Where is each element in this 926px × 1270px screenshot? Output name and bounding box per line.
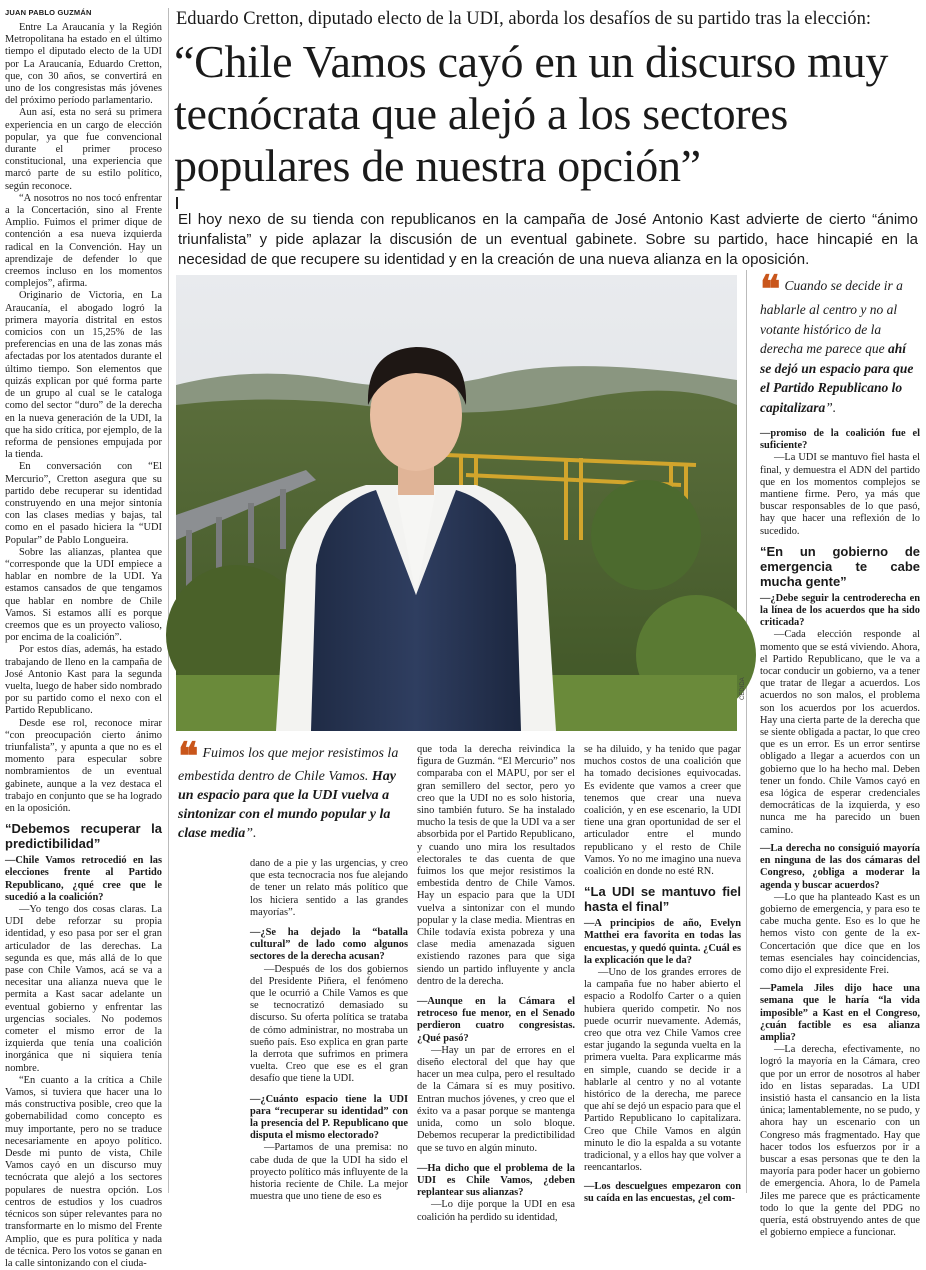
answer: — Lo que ha planteado Kast es un gobierno de emergencia, y para eso te cabe mucha gente. Eso es lo que he hemos visto con gente de la ex-Concertación que dice que en los temas esenciales hay coincidencias, como dijo el expresidente Frei. xyxy=(760,892,920,977)
answer: — Lo dije porque la UDI en esa coalición ha perdido su identidad, xyxy=(417,1199,575,1223)
question: — Ha dicho que el problema de la UDI es Chile Vamos, ¿deben replantear sus alianzas? xyxy=(417,1163,575,1200)
question: — Los descuelgues empezaron con su caída en las encuestas, ¿el com- xyxy=(584,1181,741,1205)
kicker: Eduardo Cretton, diputado electo de la UDI, aborda los desafíos de su partido tras la elección: xyxy=(176,9,872,29)
question: — Chile Vamos retrocedió en las elecciones frente al Partido Republicano, ¿qué cree que le sucedió a la coalición? xyxy=(5,855,162,904)
pull-quote xyxy=(178,736,410,843)
answer: — Partamos de una premisa: no cabe duda de que la UDI ha sido el proyecto político más influyente de la historia reciente de Chile. La mejor muestra que uno tiene de eso es xyxy=(250,1142,408,1203)
photo-illustration xyxy=(176,275,737,731)
paragraph: Sobre las alianzas, plantea que “corresponde que la UDI empiece a hablar en nombre de la UDI. Ya estamos cansados de que tengamos que hablar en nombre de Chile Vamos. Si estamos allí es porque creemos que es un proyecto valioso, por encima de la coalición”. xyxy=(5,546,162,644)
answer: — La derecha, efectivamente, no logró la mayoría en la Cámara, creo que por un error de nosotros al haber ido en listas separadas. La UDI insistió hasta el cansancio en la lista única; lamentablemente, no se pudo, y ahora hay un escenario con un Congreso más fragmentado. Hay que hacer todos los esfuerzos por ir a buscar a esas personas que te den la mayoría para poder hacer un gobierno de emergencia. Ahora, lo de Pamela Jiles me parece que es prácticamente todo lo que la gente del PDG no quería, está obstruyendo antes de que el gobierno empiece a funcionar. xyxy=(760,1044,920,1239)
headline: “Chile Vamos cayó en un discurso muy tecnócrata que alejó a los sectores populares de nuestra opción” xyxy=(174,36,889,191)
question: — Pamela Jiles dijo hace una semana que le haría “la vida imposible” a Kast en el Congreso, ¿cuán factible es esa alianza amplia? xyxy=(760,983,920,1044)
subheading: “La UDI se mantuvo fiel hasta el final” xyxy=(584,884,741,915)
paragraph: que toda la derecha reivindica la figura de Guzmán. “El Mercurio” nos comparaba con el MAPU, por ser el gran semillero del sector, pero yo creo que la UDI no es solo historia, sino también futuro. Se ha instalado mucho la tesis de que la UDI va a ser absorbida por el Partido Republicano, y cuando uno mira los resultados electorales te das cuenta de que fuimos los que mejor resistimos la embestida dentro de Chile Vamos. Hay un espacio para que la UDI vuelva a sintonizar con el mundo popular y la clase media. Mientras en Chile todavía exista pobreza y una clase media amenazada siguen existiendo razones para que siga siendo un partido influyente y ancla dentro de la derecha. xyxy=(417,744,575,987)
quote-mark-icon: ❝ xyxy=(760,269,781,311)
paragraph: Aun así, esta no será su primera experiencia en un cargo de elección popular, ya que fue convencional durante el primer proceso constitucional, una experiencia que marcó parte de su estilo político, según reconoce. xyxy=(5,107,162,192)
subheading: “En un gobierno de emergencia te cabe mucha gente” xyxy=(760,543,920,589)
column-divider xyxy=(168,8,169,1193)
pull-quote-emphasis: Hay un espacio para que la UDI vuelva a sintonizar con el mundo popular y la clase media xyxy=(178,769,397,841)
question: — ¿Se ha dejado la “batalla cultural” de lado como algunos sectores de la derecha acusan? xyxy=(250,927,408,964)
paragraph: “A nosotros no nos tocó enfrentar a la Concertación, sino al Frente Amplio. Fuimos el primer dique de contención a esa nueva izquierda radical en la Convención. Hay un aprendizaje de defender lo que creemos incluso en los momentos complejos”, afirma. xyxy=(5,192,162,290)
answer: — Después de los dos gobiernos del Presidente Piñera, el fenómeno que le ocurrió a Chile Vamos es que se tecnocratizó demasiado su discurso. Su oferta política se trataba de cómo administrar, no mostraba un sueño país. Eso explica en gran parte la derrota que sufrimos en primera vuelta. Creo que ese es el gran desafío que tiene la UDI. xyxy=(250,964,408,1086)
answer: — Uno de los grandes errores de la campaña fue no haber abierto el espacio a Rodolfo Carter o a quien hubiera querido competir. No nos puede ocurrir nuevamente. Además, creo que otra vez Chile Vamos cree estar jugando la segunda vuelta en la primera vuelta. Para explicarme más en simple, cuando se decide ir a hablarle al centro y no al votante histórico de la derecha, me parece que ahí se dejó un espacio para que el Partido Republicano lo capitalizara. Creo que Chile Vamos en algún minuto le dio la espalda a su votante tradicional, y a ellos hay que volver a reencantarlos. xyxy=(584,967,741,1174)
question: — ¿Debe seguir la centroderecha en la línea de los acuerdos que ha sido criticada? xyxy=(760,593,920,630)
quote-mark-icon: ❝ xyxy=(178,736,199,778)
pull-quote-end: ”. xyxy=(245,826,257,841)
answer: — Hay un par de errores en el diseño electoral del que hay que hacer un mea culpa, pero el resultado de la Cámara sí es muy positivo. Entran muchos jóvenes, y creo que el éxito va a pasar porque se mantenga unida, como un solo bloque. Debemos recuperar la predictibilidad que se tuvo en algún minuto. xyxy=(417,1045,575,1155)
paragraph: se ha diluido, y ha tenido que pagar muchos costos de una coalición que ha tomado decisiones equivocadas. Es evidente que vamos a creer que tenemos que crear una nueva coalición, y en ese escenario, la UDI tiene una gran oportunidad de ser el articulador entre el mundo republicano y el resto de Chile Vamos. Yo no me imagino una nueva coalición en donde no esté RN. xyxy=(584,744,741,878)
photo-credit: CEDIDA xyxy=(740,677,746,700)
article-column-1 xyxy=(5,22,162,1269)
paragraph: Entre La Araucanía y la Región Metropolitana ha estado en el último tiempo el diputado electo de la UDI por La Araucanía, Eduardo Cretton, que, con 30 años, se convertirá en uno de los congresistas más jóvenes del próximo período parlamentario. xyxy=(5,22,162,107)
pull-quote-emphasis: ahí se dejó un espacio para que el Partido Republicano lo capitalizara xyxy=(760,341,914,415)
question: — ¿Cuánto espacio tiene la UDI para “recuperar su identidad” con la presencia del P. Republicano que disputa el mismo electorado? xyxy=(250,1094,408,1143)
pull-quote-end: ”. xyxy=(825,399,837,415)
paragraph: Por estos días, además, ha estado trabajando de lleno en la campaña de José Antonio Kast para la segunda vuelta, luego de haber sido nombrado por su partido como el nexo con el Partido Republicano. xyxy=(5,644,162,717)
portrait-photo xyxy=(176,275,737,731)
article-column-3 xyxy=(417,744,575,1223)
paragraph: dano de a pie y las urgencias, y creo que esta tecnocracia nos fue alejando de tener un relato más político que los hiciera sentido a las grandes mayorías”. xyxy=(250,858,408,918)
byline: JUAN PABLO GUZMÁN xyxy=(5,8,92,17)
question: — A principios de año, Evelyn Matthei era favorita en todas las encuestas, y quedó quinta. ¿Cuál es la explicación que le da? xyxy=(584,918,741,967)
question-continued: — promiso de la coalición fue el suficiente? xyxy=(760,428,920,452)
paragraph: “En cuanto a la crítica a Chile Vamos, si tuviera que hacer una lo más constructiva posible, creo que la gobernabilidad como concepto es muy importante, pero no se traduce necesariamente en apoyo político. Desde mi punto de vista, Chile Vamos cayó en un discurso muy tecnócrata que alejó a los sectores populares de nuestra opción. Los centros de estudios y los cuadros técnicos son súper relevantes para no transformarte en lo mismo del Frente Amplio, que es pura política y nada de técnica. Pero los votos se ganan en la calle sintonizando con el ciuda- xyxy=(5,1074,162,1269)
answer: — Yo tengo dos cosas claras. La UDI debe reforzar su propia identidad, y eso pasa por ser el gran articulador de las derechas. La segunda es que, más allá de lo que pase con Chile Vamos, acá se va a necesitar una alianza nueva que le permita a Kast sacar adelante un eventual gobierno y enfrentar las urgencias sociales. No podemos cometer el mismo error de la izquierda que tenía una coalición inorgánica que ni siquiera tenía nombre. xyxy=(5,904,162,1075)
answer: — La UDI se mantuvo fiel hasta el final, y demuestra el ADN del partido que en los momentos complejos se mantiene firme. Pero, ya más que buscar responsables de lo que pasó, hay que hacer una reflexión de lo sucedido. xyxy=(760,452,920,537)
paragraph: Originario de Victoria, en La Araucanía, el abogado logró la primera mayoría distrital en estos comicios con un 15,25% de las preferencias en una de las zonas más afectadas por los atentados durante el último tiempo. Son elementos que quizás explican por qué forma parte de un grupo al cual se le cataloga como del sector “duro” de la derecha en la nueva generación de la UDI, la que ha sido crítica, por ejemplo, de la reforma de pensiones empujada por la tienda. xyxy=(5,290,162,461)
question: — Aunque en la Cámara el retroceso fue menor, en el Senado perdieron cuatro congresistas. ¿Qué pasó? xyxy=(417,996,575,1045)
column-divider xyxy=(746,270,747,1193)
pull-quote-text: Cuando se decide ir a hablarle al centro y no al votante histórico de la derecha me parece que xyxy=(760,278,903,356)
pull-quote-text: Fuimos los que mejor resistimos la embestida dentro de Chile Vamos. xyxy=(178,746,399,784)
paragraph: Desde ese rol, reconoce mirar “con preocupación cierto ánimo triunfalista”, y apunta a que no es el momento para especular sobre nombramientos de un eventual gabinete, aunque a la vez destaca el trabajo en conjunto que se ha logrado en la oposición. xyxy=(5,717,162,814)
article-column-2 xyxy=(250,858,408,1203)
article-column-5 xyxy=(760,428,920,1239)
article-column-4 xyxy=(584,744,741,1204)
subheading: “Debemos recuperar la predictibilidad” xyxy=(5,821,162,852)
answer: — Cada elección responde al momento que se está viviendo. Ahora, el Partido Republicano, que le va a tocar conducir un gobierno, va a tener que tratar de llegar a acuerdos. Los acuerdos no son malos, el problema son los acuerdos por los acuerdos. Hay una cierta parte de la derecha que se siente obligada a pactar, lo que creo que es un error. Es un error sentirse obligado a llegar a acuerdos con un gobierno que lo ha hecho mal. Deben tener un fondo. Chile Vamos cayó en esa lógica de esperar credenciales democráticas de la izquierda, y eso nunca me ha parecido un buen camino. xyxy=(760,629,920,836)
paragraph: En conversación con “El Mercurio”, Cretton asegura que su partido debe recuperar su identidad construyendo en una mejor sintonía con las clases medias y bajas, tal como en el pasado hiciera la “UDI Popular” de Pablo Longueira. xyxy=(5,461,162,546)
dek: El hoy nexo de su tienda con republicanos en la campaña de José Antonio Kast advierte de cierto “ánimo triunfalista” y pide aplazar la discusión de un eventual gabinete. Sobre su partido, hace hincapié en la necesidad de que recupere su identidad y en la creación de una nueva alianza en la oposición. xyxy=(178,211,918,268)
pull-quote xyxy=(760,269,920,417)
question: — La derecha no consiguió mayoría en ninguna de las dos cámaras del Congreso, ¿obliga a moderar la agenda y buscar acuerdos? xyxy=(760,843,920,892)
headline-rule xyxy=(176,197,178,209)
